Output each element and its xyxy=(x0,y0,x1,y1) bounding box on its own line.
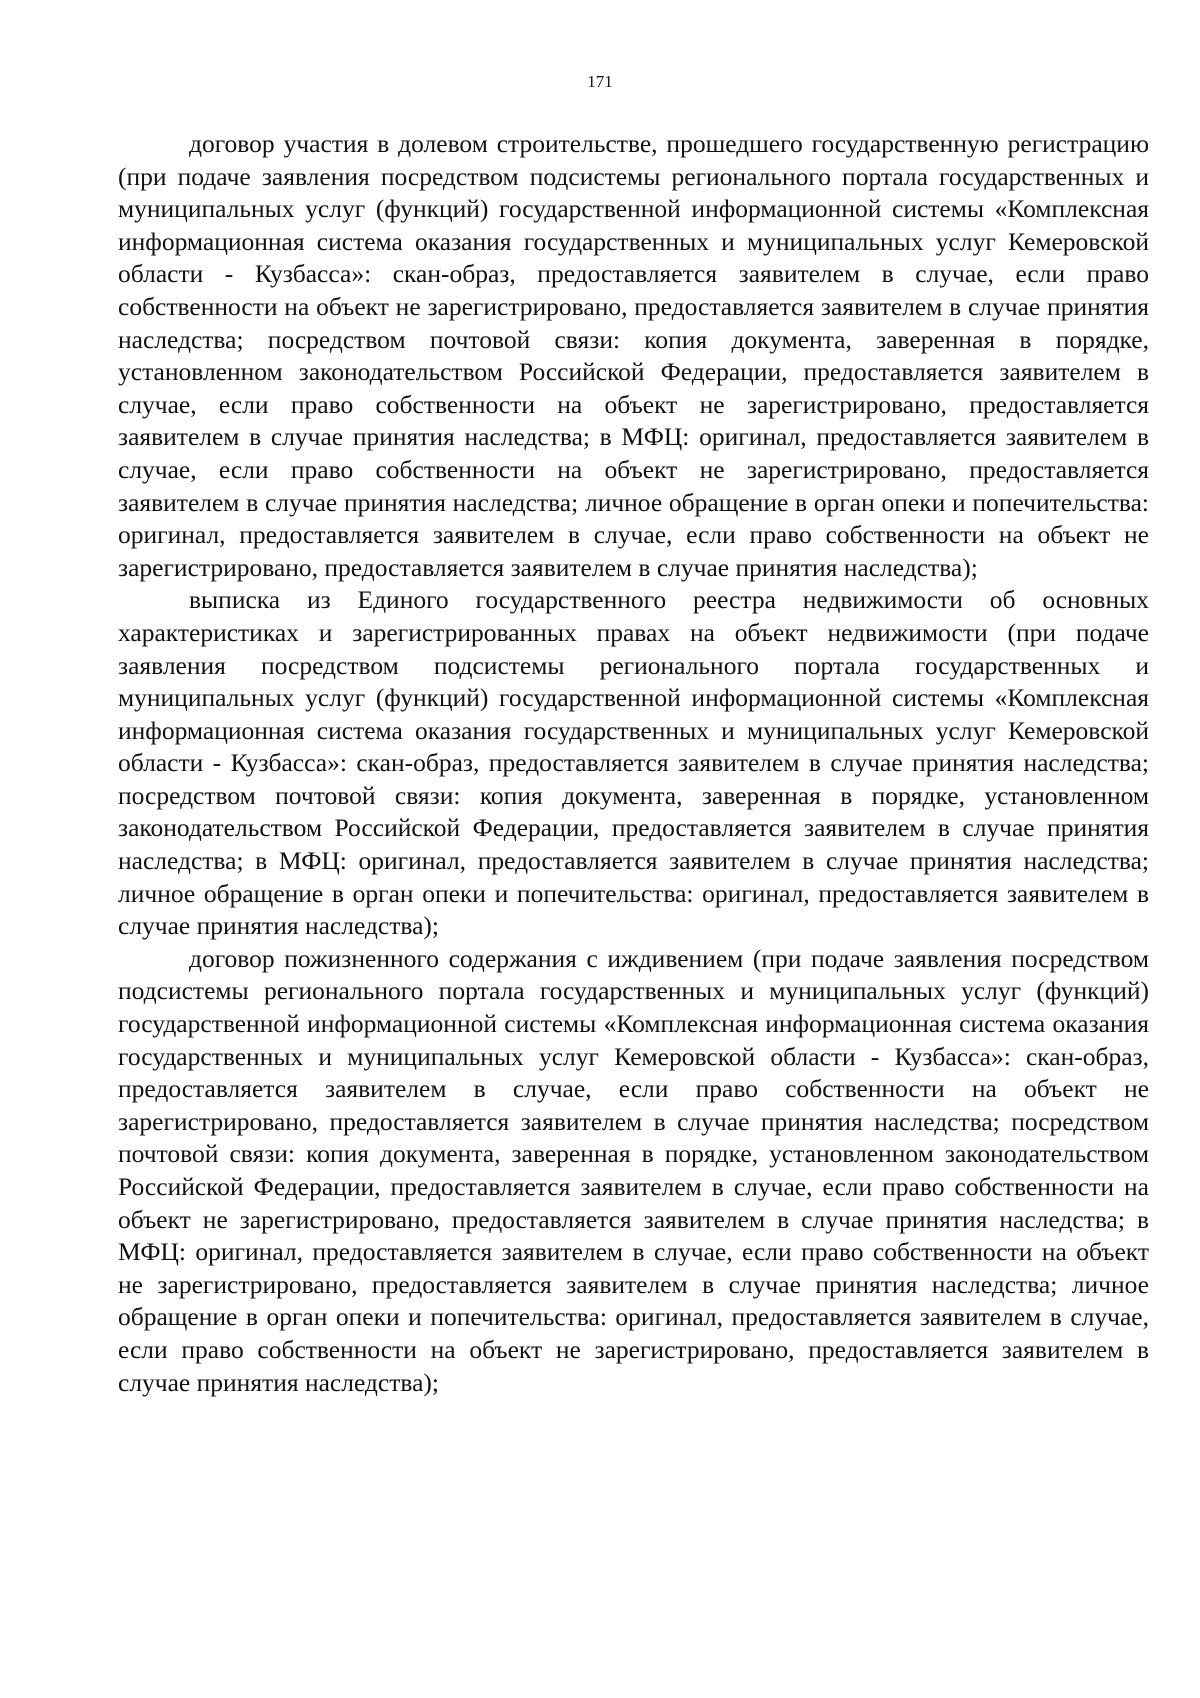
paragraph-egrn-extract: выписка из Единого государственного реестра недвижимости об основных характеристиках и зарегистрированных правах на объект недвижимости (при подаче заявления посредством подсистемы регионального портала государственных и муниципальных услуг (функций) государственной информационной системы «Комплексная информационная система оказания государственных и муниципальных услуг Кемеровской области - Кузбасса»: скан-образ, предоставляется заявителем в случае принятия наследства; посредством почтовой связи: копия документа, заверенная в порядке, установленном законодательством Российской Федерации, предоставляется заявителем в случае принятия наследства; в МФЦ: оригинал, предоставляется заявителем в случае принятия наследства; личное обращение в орган опеки и попечительства: оригинал, предоставляется заявителем в случае принятия наследства); xyxy=(118,585,1149,941)
paragraph-lifetime-maintenance-agreement: договор пожизненного содержания с иждивением (при подаче заявления посредством подсистемы регионального портала государственных и муниципальных услуг (функций) государственной информационной системы «Комплексная информационная система оказания государственных и муниципальных услуг Кемеровской области - Кузбасса»: скан-образ, предоставляется заявителем в случае, если право собственности на объект не зарегистрировано, предоставляется заявителем в случае принятия наследства; посредством почтовой связи: копия документа, заверенная в порядке, установленном законодательством Российской Федерации, предоставляется заявителем в случае, если право собственности на объект не зарегистрировано, предоставляется заявителем в случае принятия наследства; в МФЦ: оригинал, предоставляется заявителем в случае, если право собственности на объект не зарегистрировано, предоставляется заявителем в случае принятия наследства; личное обращение в орган опеки и попечительства: оригинал, предоставляется заявителем в случае, если право собственности на объект не зарегистрировано, предоставляется заявителем в случае принятия наследства); xyxy=(118,943,1149,1397)
paragraph-shared-construction-agreement: договор участия в долевом строительстве, прошедшего государственную регистрацию (при подаче заявления посредством подсистемы регионального портала государственных и муниципальных услуг (функций) государственной информационной системы «Комплексная информационная система оказания государственных и муниципальных услуг Кемеровской области - Кузбасса»: скан-образ, предоставляется заявителем в случае, если право собственности на объект не зарегистрировано, предоставляется заявителем в случае принятия наследства; посредством почтовой связи: копия документа, заверенная в порядке, установленном законодательством Российской Федерации, предоставляется заявителем в случае, если право собственности на объект не зарегистрировано, предоставляется заявителем в случае принятия наследства; в МФЦ: оригинал, предоставляется заявителем в случае, если право собственности на объект не зарегистрировано, предоставляется заявителем в случае принятия наследства; личное обращение в орган опеки и попечительства: оригинал, предоставляется заявителем в случае, если право собственности на объект не зарегистрировано, предоставляется заявителем в случае принятия наследства); xyxy=(118,129,1149,582)
page-number: 171 xyxy=(587,72,613,91)
document-body xyxy=(118,128,1149,1399)
